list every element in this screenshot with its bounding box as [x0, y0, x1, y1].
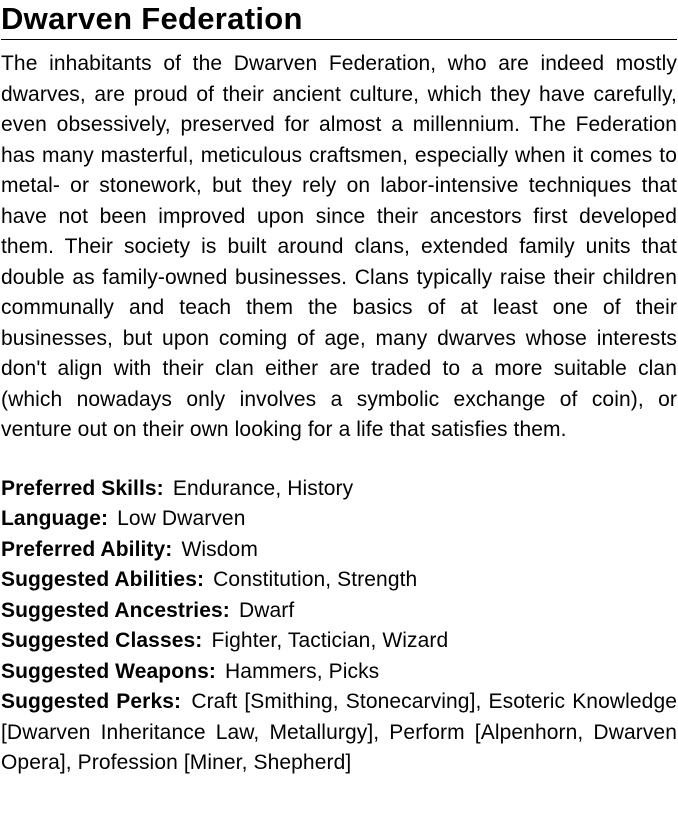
attribute-label: Preferred Skills:	[1, 476, 164, 500]
attribute-label: Suggested Perks:	[1, 690, 182, 713]
description-paragraph: The inhabitants of the Dwarven Federation, who are indeed mostly dwarves, are proud of their ancient culture, which they have carefully, even obsessively, preserved for almost a millennium. The Federation has many masterful, meticulous craftsmen, especially when it comes to metal- or stonework, but they rely on labor-intensive techniques that have not been improved upon since their ancestors first developed them. Their society is built around clans, extended family units that double as family-owned businesses. Clans typically raise their children communally and teach them the basics of at least one of their businesses, but upon coming of age, many dwarves whose interests don't align with their clan either are traded to a more suitable clan (which nowadays only involves a symbolic exchange of coin), or venture out on their own looking for a life that satisfies them.	[1, 52, 677, 441]
attribute-label: Language:	[1, 507, 109, 530]
attribute-row-suggested-perks	[1, 687, 677, 779]
attribute-label: Suggested Abilities:	[1, 568, 205, 591]
attribute-label: Preferred Ability:	[1, 537, 173, 561]
attribute-row-suggested-weapons	[1, 657, 677, 688]
attribute-value: Constitution, Strength	[213, 568, 418, 591]
attribute-row-suggested-classes	[1, 626, 677, 657]
attribute-row-preferred-skills	[1, 474, 677, 505]
attribute-value: Dwarf	[238, 598, 295, 622]
attribute-value: Fighter, Tactician, Wizard	[211, 629, 449, 652]
attribute-row-suggested-abilities	[1, 565, 677, 596]
title-divider	[1, 39, 677, 40]
attribute-list	[1, 474, 677, 779]
attribute-value: Craft [Smithing, Stonecarving], Esoteric Knowledge [Dwarven Inheritance Law, Metallurgy], Perform [Alpenhorn, Dwarven Opera], Profession [Miner, Shepherd]	[1, 690, 678, 774]
attribute-label: Suggested Weapons:	[1, 659, 216, 683]
attribute-row-preferred-ability	[1, 535, 677, 566]
page-title: Dwarven Federation	[1, 1, 303, 36]
attribute-label: Suggested Ancestries:	[1, 598, 230, 622]
attribute-value: Endurance, History	[172, 476, 354, 500]
attribute-value: Low Dwarven	[117, 507, 246, 530]
attribute-value: Hammers, Picks	[225, 659, 380, 683]
attribute-label: Suggested Classes:	[1, 629, 203, 652]
attribute-row-language	[1, 504, 677, 535]
attribute-value: Wisdom	[181, 537, 258, 561]
attribute-row-suggested-ancestries	[1, 596, 677, 627]
